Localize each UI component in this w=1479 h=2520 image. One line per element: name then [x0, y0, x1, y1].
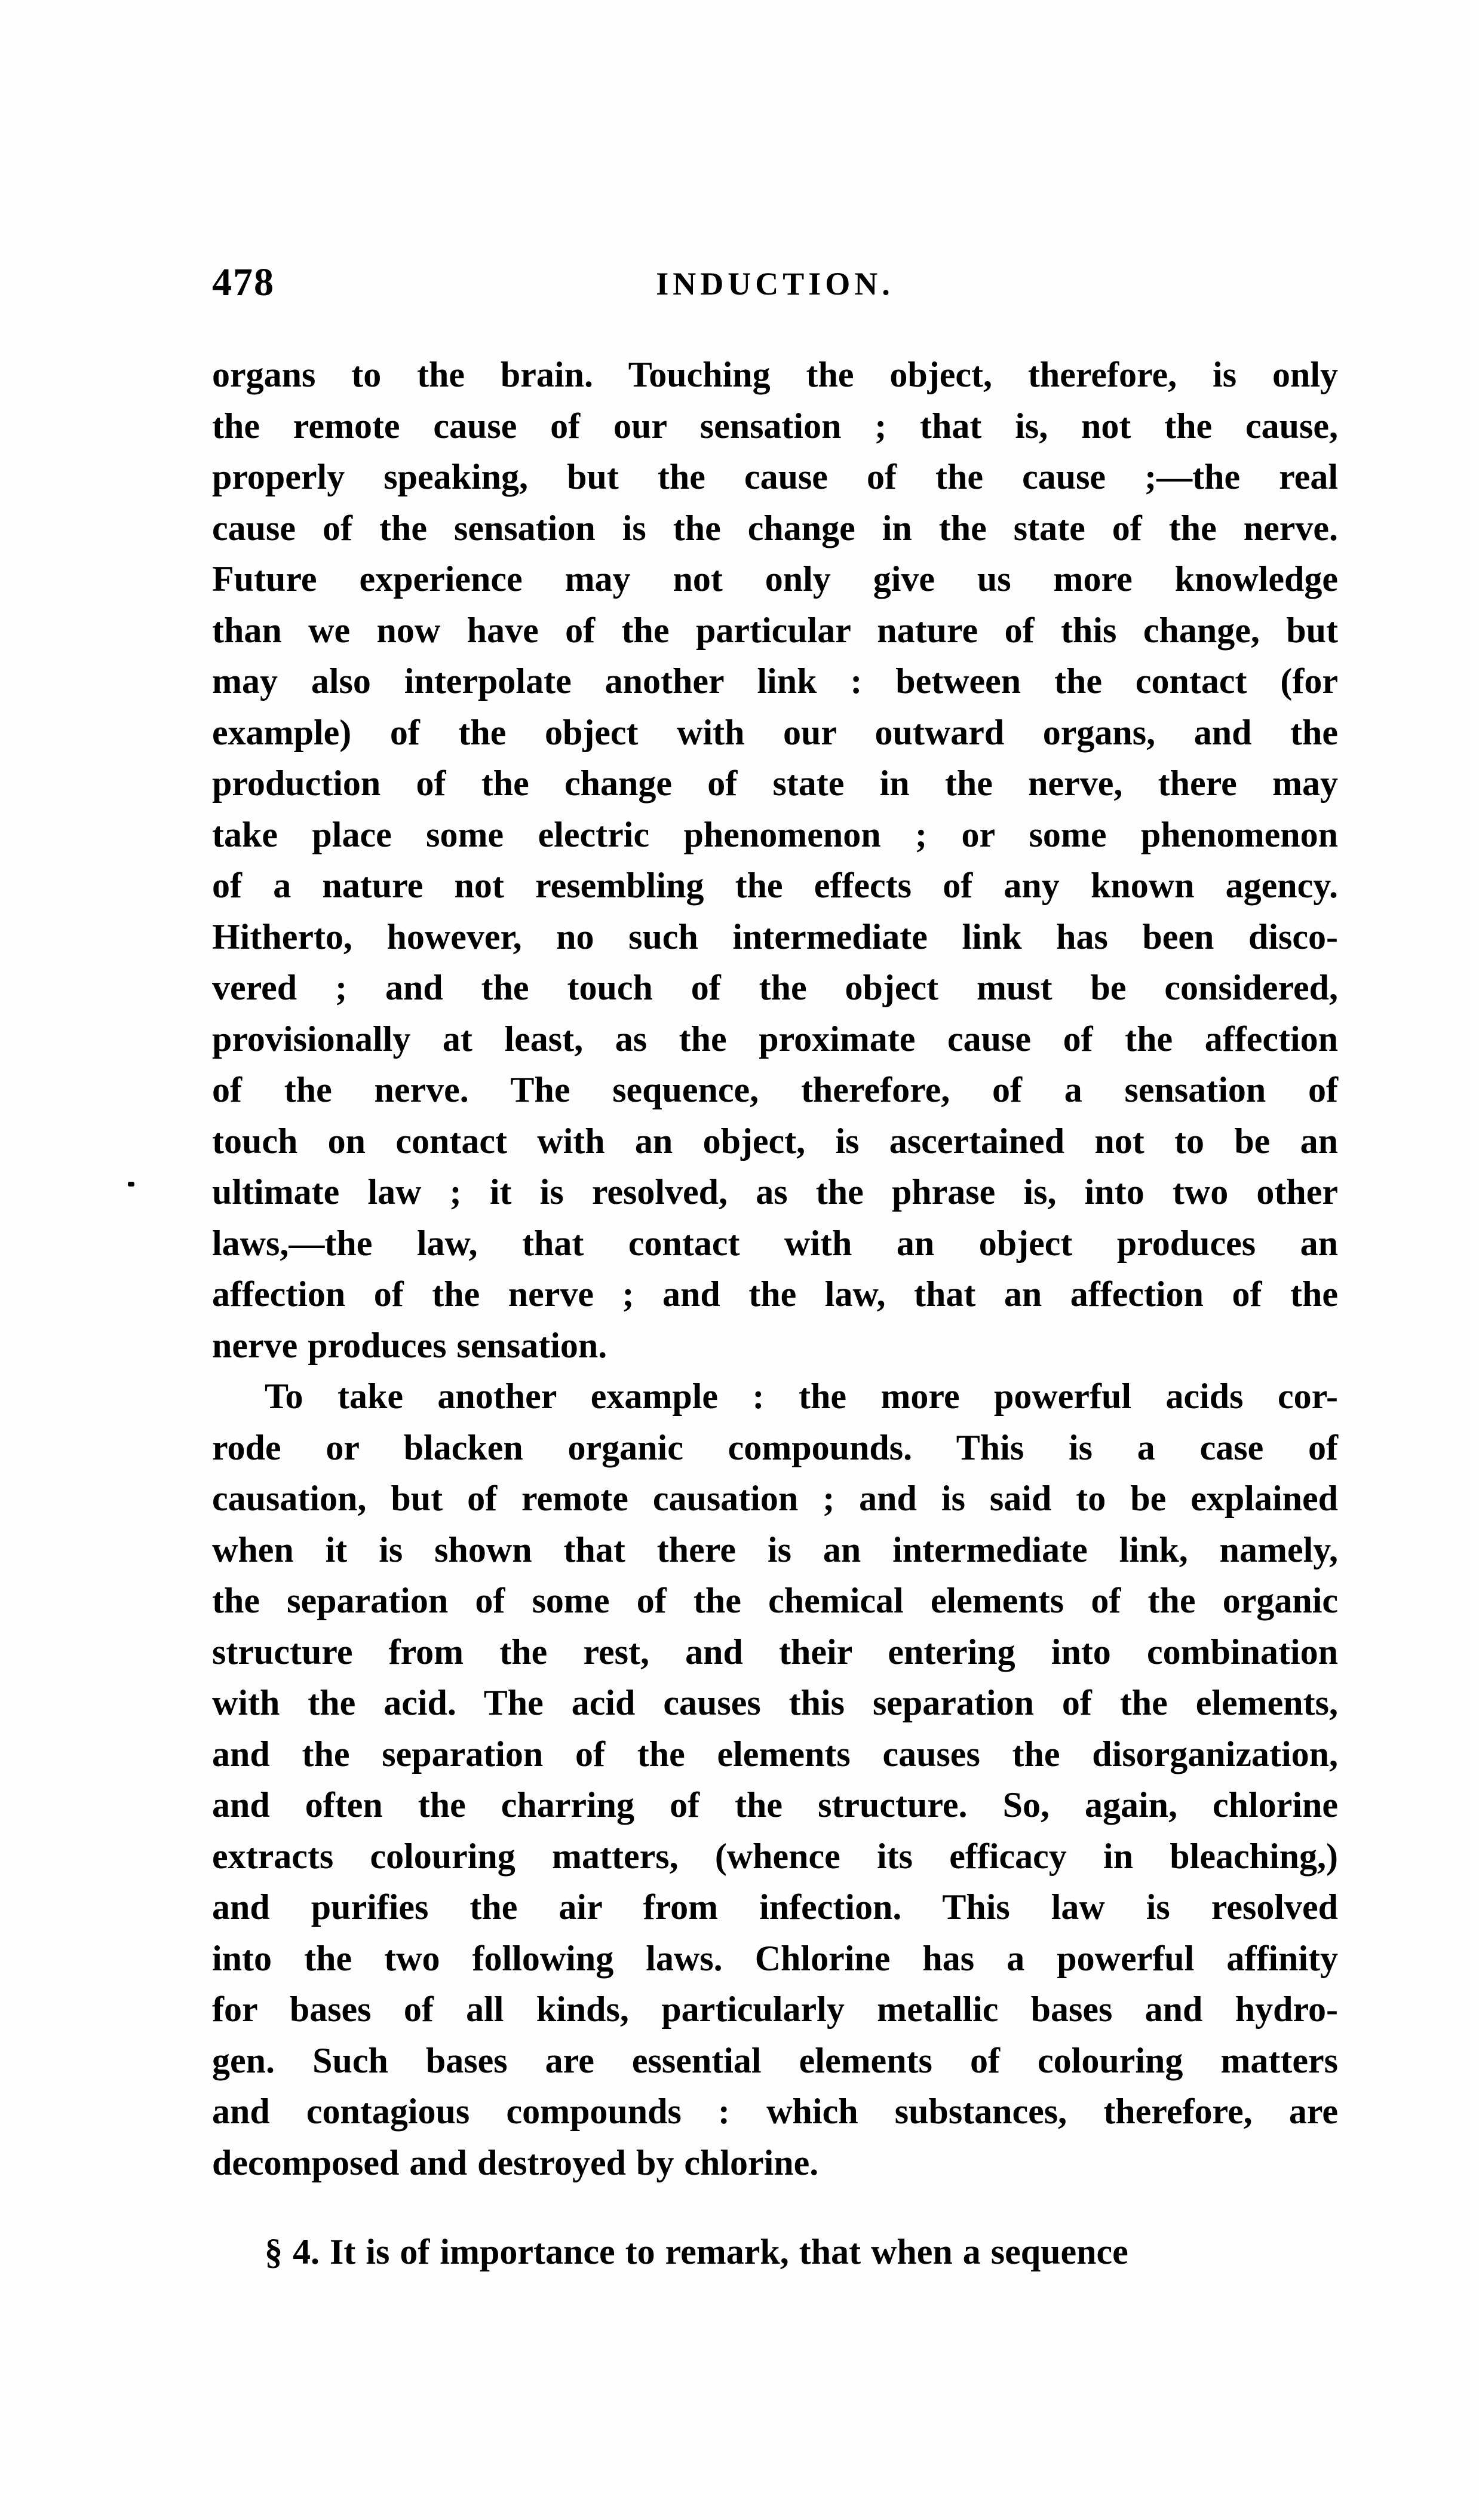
text-line: ultimate law ; it is resolved, as the phrase is, into two other — [212, 1172, 1338, 1212]
text-line: extracts colouring matters, (whence its efficacy in bleaching,) — [212, 1836, 1338, 1876]
text-line: and often the charring of the structure. So, again, chlorine — [212, 1785, 1338, 1825]
text-line: affection of the nerve ; and the law, that an affection of the — [212, 1274, 1338, 1314]
text-line: the separation of some of the chemical elements of the organic — [212, 1581, 1338, 1620]
paragraph — [212, 350, 1338, 1371]
text-line: Hitherto, however, no such intermediate link has been disco- — [212, 916, 1338, 957]
text-line: touch on contact with an object, is ascertained not to be an — [212, 1121, 1338, 1161]
text-line: organs to the brain. Touching the object, therefore, is only — [212, 355, 1338, 394]
text-line: than we now have of the particular nature of this change, but — [212, 610, 1338, 650]
text-line: gen. Such bases are essential elements of colouring matters — [212, 2040, 1338, 2080]
text-line: of the nerve. The sequence, therefore, of a sensation of — [212, 1070, 1338, 1109]
running-head — [212, 260, 1338, 305]
text-line: and purifies the air from infection. This law is resolved — [212, 1887, 1338, 1927]
text-line: into the two following laws. Chlorine has a powerful affinity — [212, 1938, 1338, 1978]
text-line: decomposed and destroyed by chlorine. — [212, 2142, 819, 2182]
text-line: production of the change of state in the nerve, there may — [212, 764, 1338, 803]
text-line: with the acid. The acid causes this separation of the elements, — [212, 1683, 1338, 1722]
text-line: rode or blacken organic compounds. This is a case of — [212, 1427, 1338, 1467]
text-line: when it is shown that there is an intermediate link, namely, — [212, 1529, 1338, 1569]
running-header-title: INDUCTION. — [656, 266, 894, 302]
text-line: the remote cause of our sensation ; that is, not the cause, — [212, 406, 1338, 446]
paragraph — [212, 2227, 1338, 2278]
text-line: § 4. It is of importance to remark, that when a sequence — [265, 2232, 1128, 2271]
text-line: structure from the rest, and their entering into combination — [212, 1632, 1338, 1672]
text-line: may also interpolate another link : between the contact (for — [212, 661, 1338, 701]
text-line: vered ; and the touch of the object must be considered, — [212, 968, 1338, 1007]
text-line: of a nature not resembling the effects of any known agency. — [212, 866, 1338, 905]
ink-speck — [128, 1182, 134, 1187]
text-line: To take another example : the more powerful acids cor- — [265, 1377, 1338, 1416]
page-body-text — [212, 350, 1338, 2278]
page-number: 478 — [212, 260, 275, 304]
text-line: nerve produces sensation. — [212, 1325, 607, 1365]
text-line: and the separation of the elements causes the disorganization, — [212, 1734, 1338, 1774]
text-line: take place some electric phenomenon ; or some phenomenon — [212, 814, 1338, 854]
text-line: example) of the object with our outward organs, and the — [212, 712, 1338, 752]
text-line: for bases of all kinds, particularly metallic bases and hydro- — [212, 1989, 1338, 2029]
text-line: Future experience may not only give us more knowledge — [212, 559, 1338, 599]
text-line: and contagious compounds : which substances, therefore, are — [212, 2092, 1338, 2131]
text-line: properly speaking, but the cause of the cause ;—the real — [212, 457, 1338, 496]
text-line: cause of the sensation is the change in the state of the nerve. — [212, 508, 1338, 548]
paragraph — [212, 1371, 1338, 2188]
text-line: causation, but of remote causation ; and is said to be explained — [212, 1479, 1338, 1518]
text-line: provisionally at least, as the proximate cause of the affection — [212, 1019, 1338, 1059]
text-line: laws,—the law, that contact with an object produces an — [212, 1223, 1338, 1263]
